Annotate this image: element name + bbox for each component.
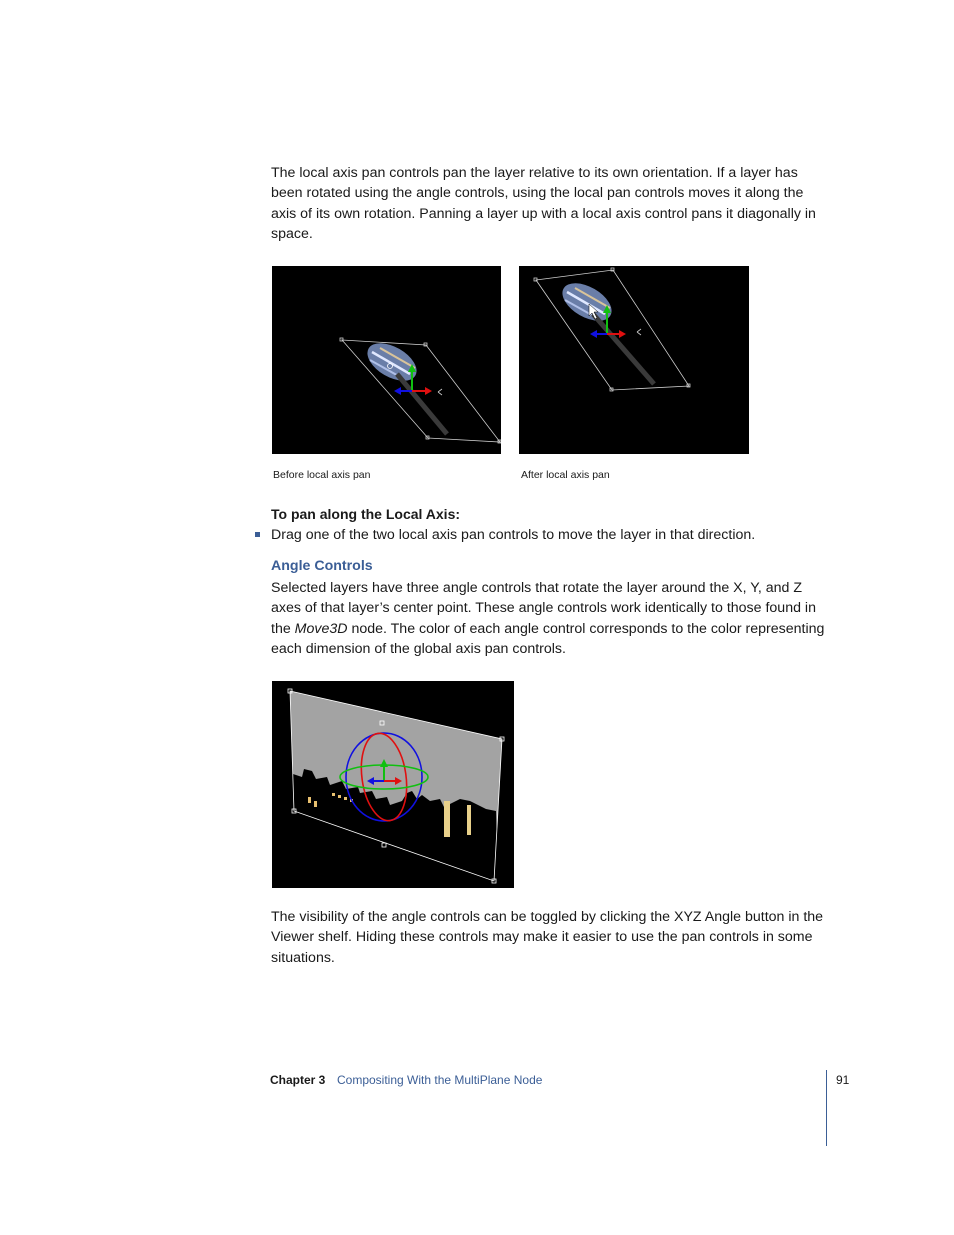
figure-before-local-axis-pan bbox=[272, 266, 501, 454]
footer-divider bbox=[826, 1070, 827, 1146]
page-number: 91 bbox=[836, 1073, 850, 1087]
visibility-paragraph: The visibility of the angle controls can be toggled by clicking the XYZ Angle button in the Viewer shelf. Hiding these controls may make it easier to use the pan controls in some situations. bbox=[271, 909, 824, 966]
task-title: To pan along the Local Axis: bbox=[271, 506, 461, 522]
caption-before: Before local axis pan bbox=[273, 469, 371, 481]
bullet-icon bbox=[255, 532, 260, 537]
angle-body-end: node. The color of each angle control corresponds to the color representing each dimension of the global axis pan controls. bbox=[271, 620, 825, 658]
angle-controls-paragraph bbox=[271, 578, 827, 660]
move3d-node-name: Move3D bbox=[294, 620, 348, 637]
angle-body-start: Selected layers have three angle controls that rotate the layer around the X, Y, and Z axes of that layer’s center point. These angle controls work identically to those found in the bbox=[271, 580, 816, 637]
figure-after-local-axis-pan bbox=[519, 266, 749, 454]
task-step-text: Drag one of the two local axis pan controls to move the layer in that direction. bbox=[271, 527, 756, 543]
section-heading-angle-controls: Angle Controls bbox=[271, 558, 373, 574]
caption-after: After local axis pan bbox=[521, 469, 610, 481]
intro-paragraph: The local axis pan controls pan the layer relative to its own orientation. If a layer has been rotated using the angle controls, using the local pan controls moves it along the axis of its own rotation. Panning a layer up with a local axis control pans it diagonally in space. bbox=[271, 165, 816, 243]
figure-angle-controls bbox=[272, 681, 514, 888]
footer-chapter-title: Compositing With the MultiPlane Node bbox=[337, 1073, 543, 1087]
footer-chapter-label: Chapter 3 bbox=[270, 1073, 326, 1087]
